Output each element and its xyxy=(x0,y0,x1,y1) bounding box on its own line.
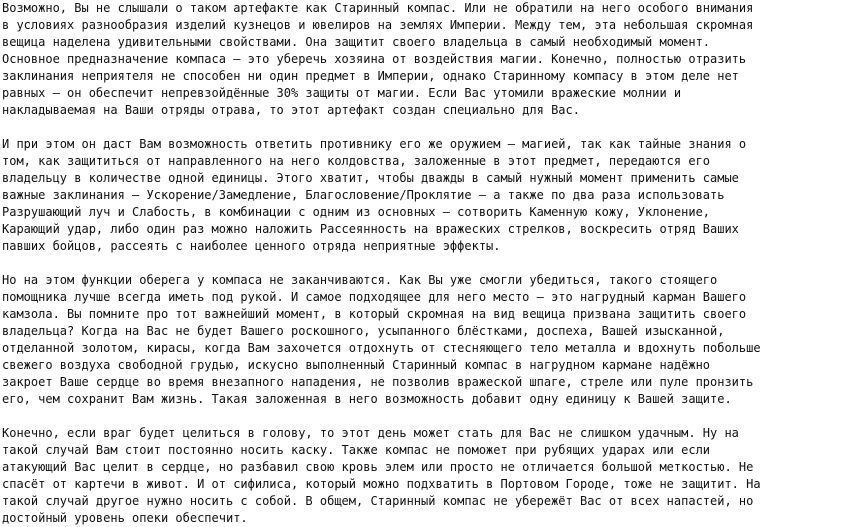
paragraph-3 xyxy=(2,272,852,408)
text-line: отделанной золотом, кирасы, когда Вам захочется отдохнуть от стесняющего тело металла и вдохнуть побольше xyxy=(2,341,761,355)
text-line: Конечно, если враг будет целиться в голову, то этот день может стать для Вас не слишком удачным. Ну на xyxy=(2,426,739,440)
text-line: владельца? Когда на Вас не будет Вашего роскошного, усыпанного блёстками, доспеха, Вашей изысканной, xyxy=(2,324,725,338)
text-line: свежего воздуха свободной грудью, искусно выполненный Старинный компас в нагрудном кармане надёжно xyxy=(2,358,711,372)
text-line: павших бойцов, рассеять с наиболее ценного отряда неприятные эффекты. xyxy=(2,239,501,253)
paragraph-4 xyxy=(2,425,852,527)
text-line: важные заклинания – Ускорение/Замедление, Благословение/Проклятие – а также по два раза использовать xyxy=(2,188,725,202)
text-line: Но на этом функции оберега у компаса не заканчиваются. Как Вы уже смогли убедиться, такого стоящего xyxy=(2,273,718,287)
text-line: его, чем сохранит Вам жизнь. Такая заложенная в него возможность добавит одну единицу к Вашей защите. xyxy=(2,392,732,406)
text-line: закроет Ваше сердце во время внезапного нападения, не позволив вражеской шпаге, стреле или пуле пронзить xyxy=(2,375,754,389)
text-line: помощника лучше всегда иметь под рукой. И самое подходящее для него место – это нагрудный карман Вашего xyxy=(2,290,747,304)
text-line: в условиях разнообразия изделий кузнецов и ювелиров на землях Империи. Между тем, эта небольшая скромная xyxy=(2,18,754,32)
text-line: такой случай Вам стоит постоянно носить каску. Также компас не поможет при рубящих ударах или если xyxy=(2,443,711,457)
text-line: Разрушающий луч и Слабость, в комбинации с одним из основных – сотворить Каменную кожу, Уклонение, xyxy=(2,205,711,219)
text-line: владельцу в количестве одной единицы. Этого хватит, чтобы дважды в самый нужный момент применить самые xyxy=(2,171,739,185)
text-line: равных – он обеспечит непревзойдённые 30% защиты от магии. Если Вас утомили вражеские молнии и xyxy=(2,86,682,100)
text-line: накладываемая на Ваши отряды отрава, то этот артефакт создан специально для Вас. xyxy=(2,103,580,117)
text-line: достойный уровень опеки обеспечит. xyxy=(2,511,248,525)
text-line: камзола. Вы помните про тот важнейший момент, в который скромная на вид вещица призвана защитить своего xyxy=(2,307,747,321)
paragraph-2 xyxy=(2,136,852,255)
text-line: заклинания неприятеля не способен ни один предмет в Империи, однако Старинному компасу в этом деле нет xyxy=(2,69,739,83)
paragraph-gap xyxy=(2,119,852,136)
text-line: атакующий Вас целит в сердце, но разбавил свою кровь элем или просто не отличается большой меткостью. Не xyxy=(2,460,754,474)
text-line: спасёт от картечи в живот. И от сифилиса, который можно подхватить в Портовом Городе, тоже не защитит. На xyxy=(2,477,761,491)
document-body xyxy=(2,0,852,527)
text-line: такой случай другое нужно носить с собой. В общем, Старинный компас не убережёт Вас от всех напастей, но xyxy=(2,494,754,508)
text-line: Карающий удар, либо один раз можно наложить Рассеянность на вражеских стрелков, воскресить отряд Ваших xyxy=(2,222,739,236)
text-line: том, как защититься от направленного на него колдовства, заложенные в этот предмет, передаются его xyxy=(2,154,711,168)
text-line: И при этом он даст Вам возможность ответить противнику его же оружием – магией, так как тайные знания о xyxy=(2,137,747,151)
text-line: Возможно, Вы не слышали о таком артефакте как Старинный компас. Или не обратили на него особого внимания xyxy=(2,1,754,15)
text-line: Основное предназначение компаса – это уберечь хозяина от воздействия магии. Конечно, полностью отразить xyxy=(2,52,747,66)
text-line: вещица наделена удивительными свойствами. Она защитит своего владельца в самый необходимый момент. xyxy=(2,35,711,49)
paragraph-gap xyxy=(2,408,852,425)
paragraph-gap xyxy=(2,255,852,272)
paragraph-1 xyxy=(2,0,852,119)
